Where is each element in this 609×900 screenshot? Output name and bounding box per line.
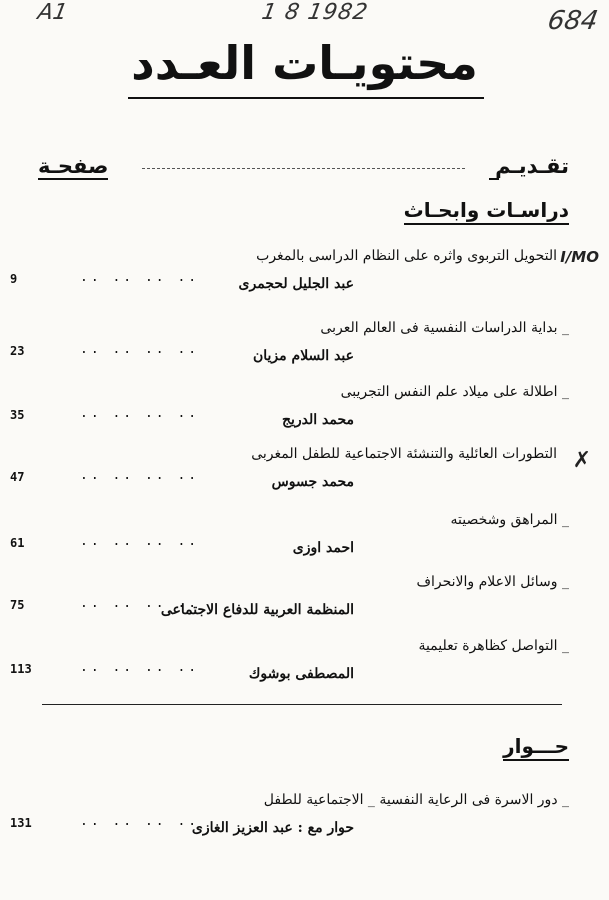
- entry-title: _ التواصل كظاهرة تعليمية: [418, 638, 569, 654]
- entry-leader-dots: .. .. .. ..: [80, 814, 200, 829]
- toc-entry: [0, 574, 609, 634]
- handwritten-reference: A1: [35, 0, 70, 25]
- page-title: محتويـات العـدد: [131, 36, 478, 90]
- handwritten-mark: ✗: [572, 448, 591, 473]
- handwritten-page-number: 684: [545, 6, 601, 36]
- toc-entry: [0, 512, 609, 572]
- entry-page-number: 131: [10, 816, 32, 830]
- toc-entry: [0, 384, 609, 444]
- entry-leader-dots: .. .. .. ..: [80, 660, 200, 675]
- entry-page-number: 23: [10, 344, 25, 358]
- toc-entry: [0, 792, 609, 852]
- entry-page-number: 75: [10, 598, 25, 612]
- entry-title: _ وسائل الاعلام والانحراف: [416, 574, 569, 590]
- entry-author: المنظمة العربية للدفاع الاجتماعى: [160, 602, 354, 618]
- toc-entry: [0, 320, 609, 380]
- entry-author: عبد السلام مزيان: [252, 348, 354, 364]
- title-underline: [128, 97, 484, 99]
- intro-row: [38, 154, 569, 184]
- entry-author: حوار مع : عبد العزيز الغازى: [191, 820, 354, 836]
- entry-title: التطورات العائلية والتنشئة الاجتماعية للطفل المغربى: [251, 446, 557, 462]
- toc-entry: [0, 446, 609, 506]
- entry-author: احمد اوزى: [292, 540, 354, 556]
- toc-entry: [0, 248, 609, 308]
- intro-dash-line: [142, 168, 465, 169]
- entry-author: محمد الدريج: [281, 412, 354, 428]
- entry-page-number: 61: [10, 536, 25, 550]
- section-heading-dialogue: حـــوار: [503, 734, 569, 758]
- entry-title: _ دور الاسرة فى الرعاية النفسية _ الاجتماعية للطفل: [263, 792, 569, 808]
- entry-page-number: 113: [10, 662, 32, 676]
- entry-leader-dots: .. .. .. ..: [80, 534, 200, 549]
- section-divider: [42, 704, 562, 705]
- entry-author: محمد جسوس: [271, 474, 354, 490]
- entry-title: _ بداية الدراسات النفسية فى العالم العربى: [320, 320, 569, 336]
- intro-label: تقـديـم: [495, 154, 569, 178]
- entry-leader-dots: .. .. .. ..: [80, 596, 200, 611]
- entry-leader-dots: .. .. .. ..: [80, 406, 200, 421]
- entry-page-number: 9: [10, 272, 18, 286]
- entry-title: _ اطلالة على ميلاد علم النفس التجريبى: [340, 384, 569, 400]
- handwritten-mark: I/MO: [560, 248, 599, 266]
- section-heading-studies: دراسـات وابحـاث: [403, 198, 569, 222]
- entry-leader-dots: .. .. .. ..: [80, 468, 200, 483]
- entry-title: _ المراهق وشخصيته: [450, 512, 569, 528]
- entry-leader-dots: .. .. .. ..: [80, 270, 200, 285]
- entry-leader-dots: .. .. .. ..: [80, 342, 200, 357]
- entry-author: عبد الجليل لحجمرى: [238, 276, 354, 292]
- toc-entry: [0, 638, 609, 698]
- entry-author: المصطفى بوشوك: [248, 666, 354, 682]
- entry-page-number: 35: [10, 408, 25, 422]
- entry-title: التحويل التربوى واثره على النظام الدراسى بالمغرب: [256, 248, 557, 264]
- page-column-heading: صفحـة: [38, 154, 109, 178]
- handwritten-date: 1 8 1982: [259, 0, 371, 25]
- entry-page-number: 47: [10, 470, 25, 484]
